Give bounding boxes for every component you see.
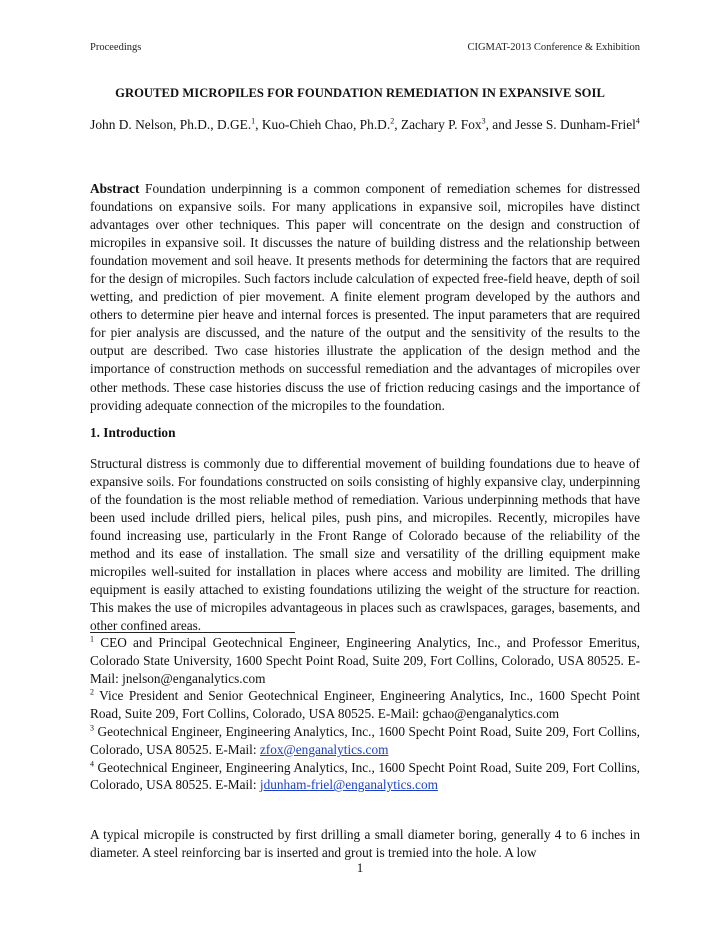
page-header (90, 42, 640, 58)
footnotes (90, 634, 640, 794)
footnote-1-number: 1 (90, 634, 94, 644)
author-list (90, 116, 640, 134)
footnote-2-text: Vice President and Senior Geotechnical Engineer, Engineering Analytics, Inc., 1600 Specht Point Road, Suite 209, Fort Collins, Colorado, USA 80525. E-Mail: gchao@enganalytics.com (90, 688, 640, 722)
footnote-1 (90, 634, 640, 687)
email-link-dunham-friel[interactable]: jdunham-friel@enganalytics.com (259, 777, 438, 793)
author-chao: , Kuo-Chieh Chao, Ph.D. (255, 117, 391, 132)
abstract (90, 180, 640, 415)
footnote-3-number: 3 (90, 723, 94, 733)
introduction-text: Structural distress is commonly due to differential movement of building foundations due to heave of expansive soils. For foundations constructed on soils consisting of highly expansive clay, underpinning of the foundation is the most reliable method of remediation. Various underpinning methods that have been used include drilled piers, helical piles, push pins, and micropiles. Recently, micropiles have found increasing use, particularly in the Front Range of Colorado because of the reliability of the method and its ease of installation. The small size and versatility of the drilling equipment make micropiles well-suited for installation in places where access and mobility are limited. The drilling equipment is easily attached to existing foundations utilizing the weight of the structure for reaction. This makes the use of micropiles advantageous in places such as crawlspaces, garages, basements, and other confined areas. (90, 456, 640, 634)
author-sup-3: 3 (481, 116, 486, 126)
header-proceedings: Proceedings (90, 42, 142, 53)
abstract-label: Abstract (90, 181, 140, 196)
email-link-fox[interactable]: zfox@enganalytics.com (259, 741, 389, 757)
micropile-paragraph (90, 826, 640, 862)
header-conference: CIGMAT-2013 Conference & Exhibition (467, 42, 640, 53)
author-fox: , Zachary P. Fox (394, 117, 482, 132)
footnote-separator (90, 632, 295, 633)
author-nelson: John D. Nelson, Ph.D., D.GE. (90, 117, 252, 132)
paper-title: GROUTED MICROPILES FOR FOUNDATION REMEDIATION IN EXPANSIVE SOIL (115, 86, 605, 100)
introduction-paragraph (90, 455, 640, 635)
author-sup-4: 4 (635, 116, 640, 126)
footnote-1-text: CEO and Principal Geotechnical Engineer, Engineering Analytics, Inc., and Professor Emeritus, Colorado State University, 1600 Specht Point Road, Suite 209, Fort Collins, Colorado, USA 80525. E-Mail: jnelson@enganalytics.com (90, 635, 640, 686)
footnote-4-text: Geotechnical Engineer, Engineering Analytics, Inc., 1600 Specht Point Road, Suite 209, Fort Collins, Colorado, USA 80525. E-Mail: (90, 759, 640, 793)
footnote-3-text: Geotechnical Engineer, Engineering Analytics, Inc., 1600 Specht Point Road, Suite 209, Fort Collins, Colorado, USA 80525. E-Mail: (90, 723, 640, 757)
footnote-2 (90, 687, 640, 723)
section-heading-introduction: 1. Introduction (90, 425, 176, 440)
footnote-2-number: 2 (90, 687, 94, 697)
micropile-text: A typical micropile is constructed by first drilling a small diameter boring, generally 4 to 6 inches in diameter. A steel reinforcing bar is inserted and grout is tremied into the hole. A low (90, 827, 640, 861)
abstract-text: Foundation underpinning is a common component of remediation schemes for distressed foundations on expansive soils. For many applications in expansive soil, micropiles have distinct advantages over other techniques. This paper will concentrate on the design and construction of micropiles in expansive soil. It discusses the nature of building distress and the relationship between foundation movement and soil heave. It presents methods for determining the factors that are required for the design of micropiles. Such factors include calculation of expected free-field heave, depth of soil wetting, and prediction of pier movement. A finite element program developed by the authors and others to determine pier heave and internal forces is presented. The input parameters that are required for pier analysis are discussed, and the nature of the output and the sensitivity of the results to the output are described. Two case histories illustrate the application of the design method and the importance of construction methods on successful remediation and the advantages of micropiles over other methods. These case histories discuss the use of friction reducing casings and the importance of providing adequate connection of the micropiles to the foundation. (90, 181, 641, 413)
footnote-4 (90, 759, 640, 795)
author-sup-2: 2 (390, 116, 395, 126)
footnote-3 (90, 723, 640, 759)
author-dunham-friel: , and Jesse S. Dunham-Friel (485, 117, 636, 132)
page-number: 1 (356, 860, 364, 875)
author-sup-1: 1 (251, 116, 256, 126)
footnote-4-number: 4 (90, 759, 94, 769)
